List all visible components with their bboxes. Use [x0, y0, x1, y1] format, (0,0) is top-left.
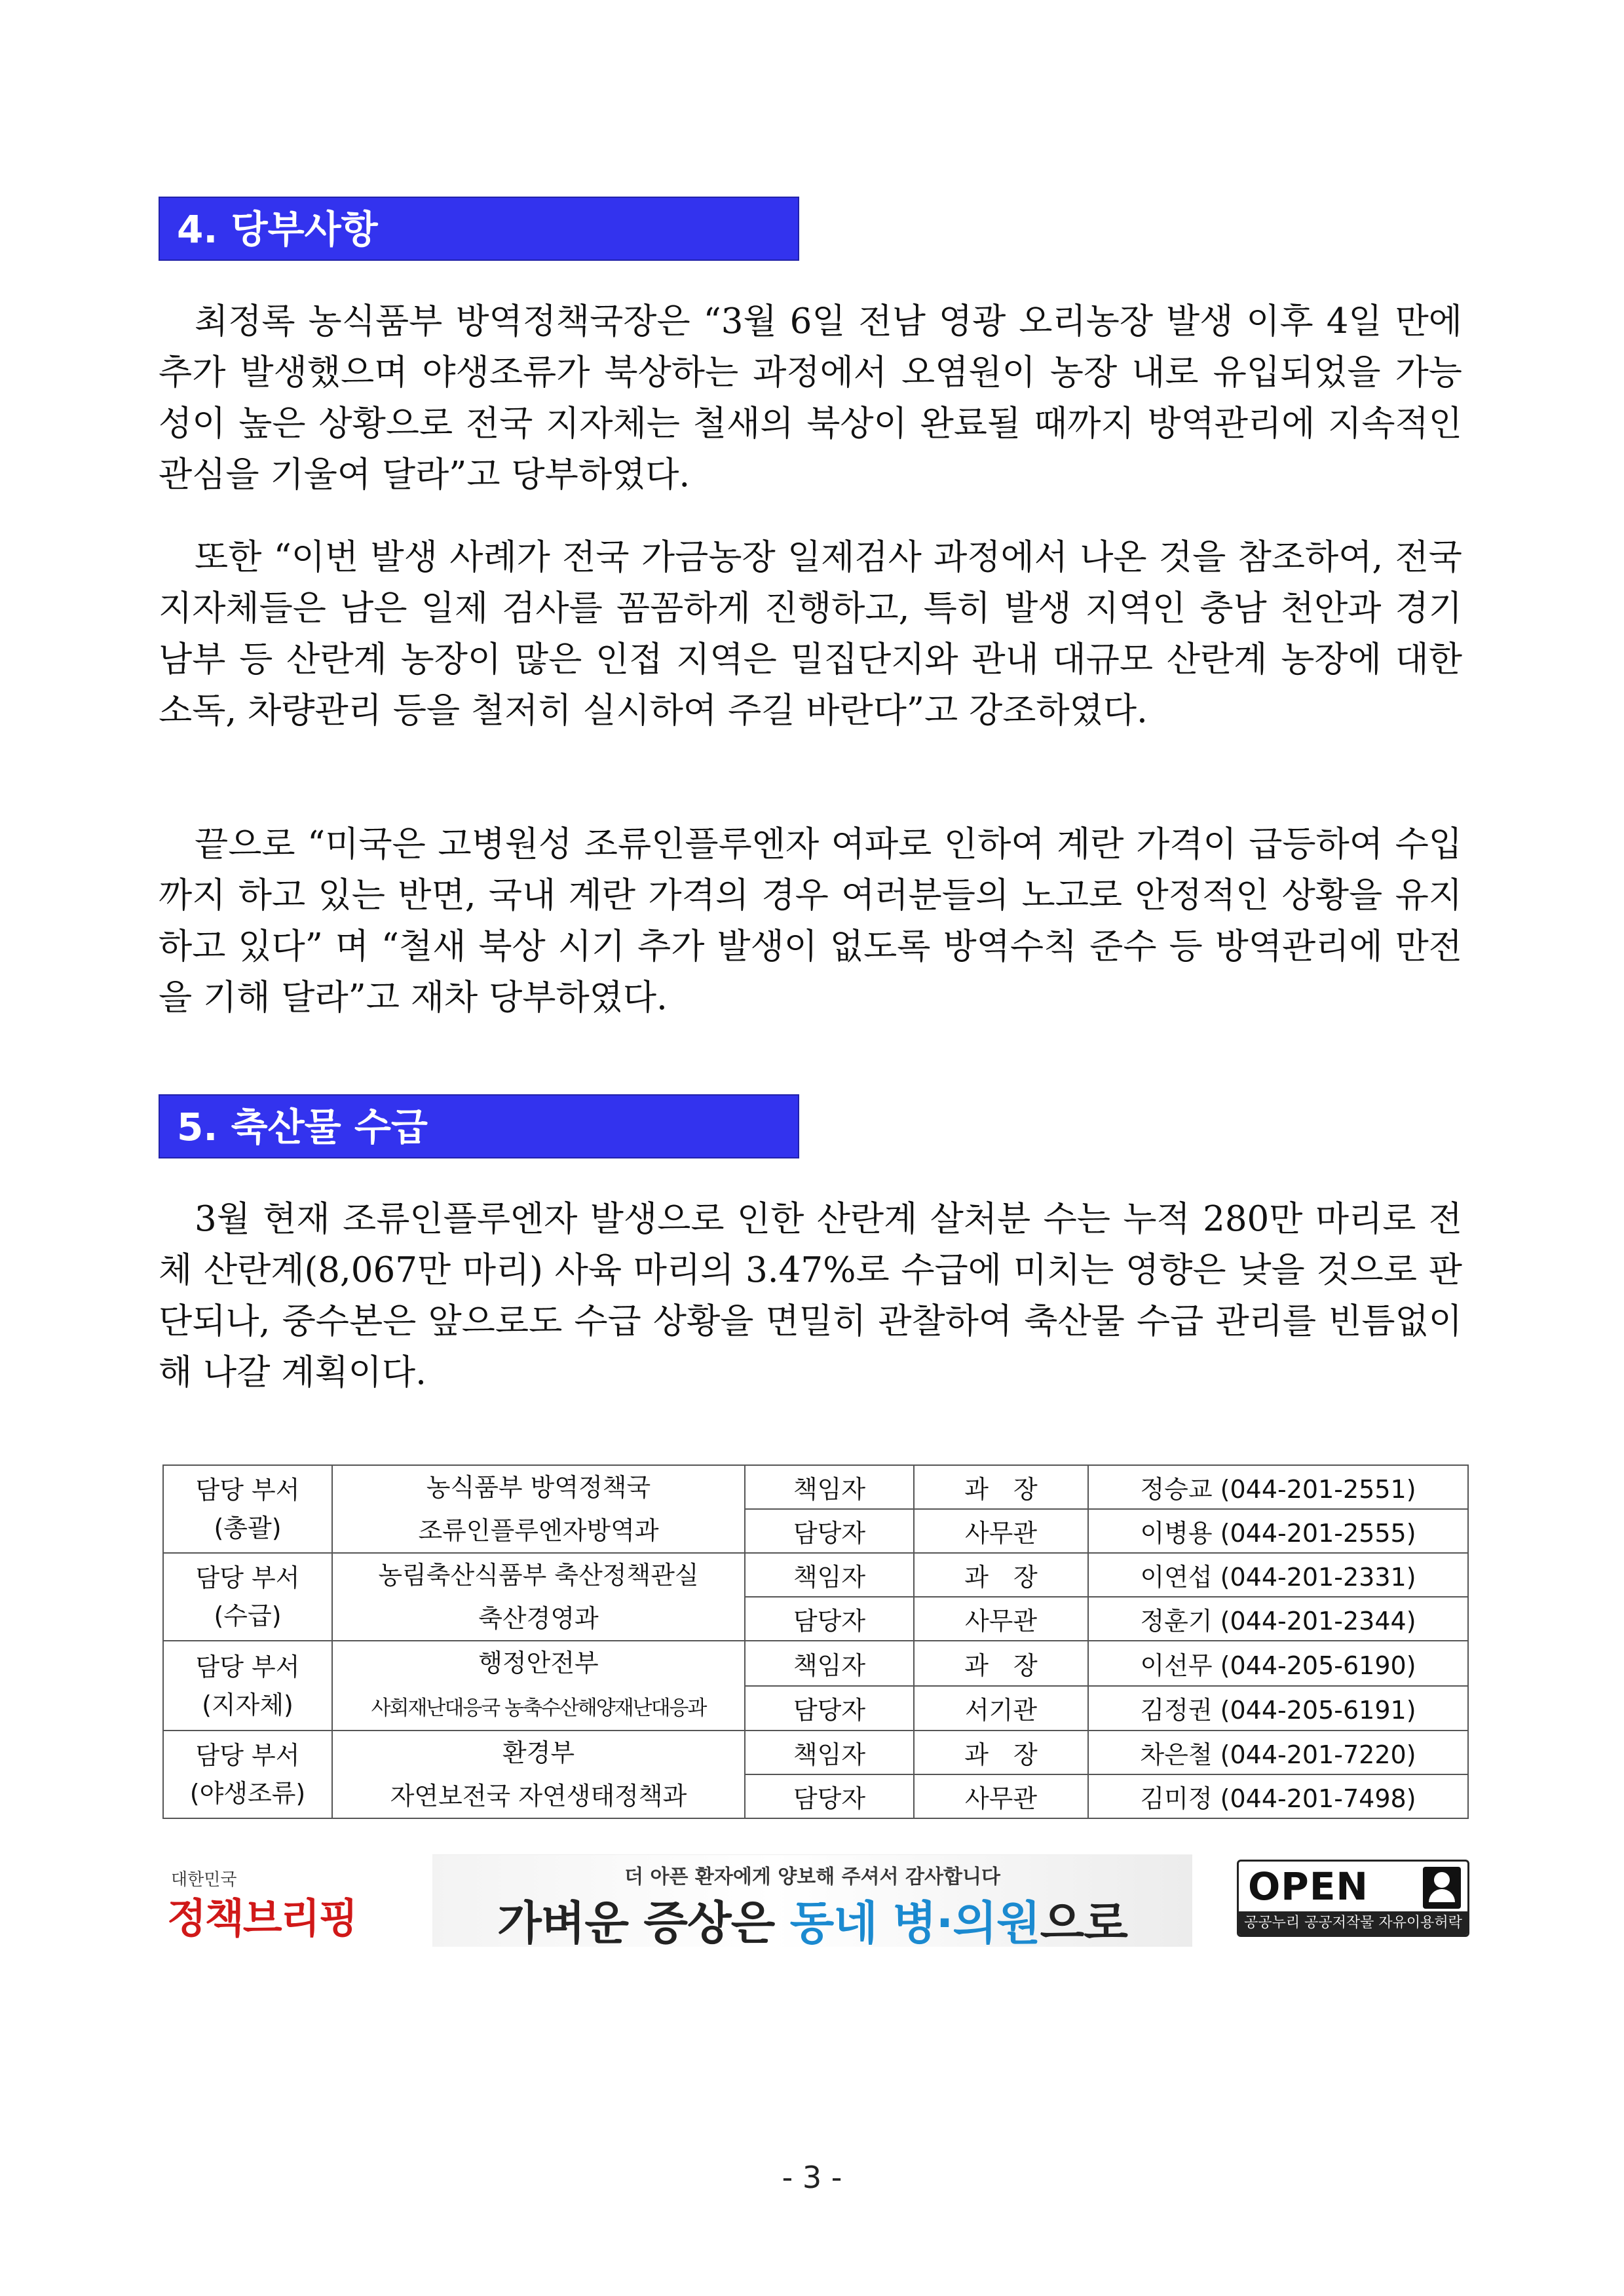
clinic-campaign-banner — [432, 1854, 1192, 1950]
section-title-4: 4. 당부사항 — [177, 207, 378, 252]
paragraph-5-1: 3월 현재 조류인플루엔자 발생으로 인한 산란계 살처분 수는 누적 280만 마리로 전체 산란계(8,067만 마리) 사육 마리의 3.47%로 수급에 미치는 영향은 낮을 것으로 판단되나, 중수본은 앞으로도 수급 상황을 면밀히 관찰하여 축산물 수급 관리를 빈틈없이 해 나갈 계획이다. — [159, 1199, 1462, 1392]
role-cell: 담당자 — [745, 1509, 914, 1553]
title-cell: 과 장 — [914, 1641, 1088, 1686]
person-cell: 김정권 (044-205-6191) — [1088, 1686, 1468, 1731]
role-cell: 책임자 — [745, 1465, 914, 1509]
title-cell: 사무관 — [914, 1509, 1088, 1553]
banner-top-text: 더 아픈 환자에게 양보해 주셔서 감사합니다 — [624, 1866, 1000, 1888]
dept-cell: 담당 부서 (지자체) — [163, 1641, 332, 1731]
person-cell: 이선무 (044-205-6190) — [1088, 1641, 1468, 1686]
role-cell: 담당자 — [745, 1686, 914, 1731]
briefing-logo-top: 대한민국 — [171, 1870, 237, 1890]
person-cell: 이연섭 (044-201-2331) — [1088, 1553, 1468, 1597]
person-cell: 김미정 (044-201-7498) — [1088, 1774, 1468, 1818]
table-row — [163, 1731, 1468, 1774]
briefing-logo-main: 정책브리핑 — [167, 1894, 357, 1942]
paragraph-4-3: 끝으로 “미국은 고병원성 조류인플루엔자 여파로 인하여 계란 가격이 급등하여 수입까지 하고 있는 반면, 국내 계란 가격의 경우 여러분들의 노고로 안정적인 상황을 유지하고 있다” 며 “철새 북상 시기 추가 발생이 없도록 방역수칙 준수 등 방역관리에 만전을 기해 달라”고 재차 당부하였다. — [159, 824, 1462, 1018]
title-cell: 과 장 — [914, 1731, 1088, 1774]
role-cell: 책임자 — [745, 1731, 914, 1774]
role-cell: 책임자 — [745, 1641, 914, 1686]
section-title-5: 5. 축산물 수급 — [177, 1105, 428, 1149]
role-cell: 담당자 — [745, 1774, 914, 1818]
table-row — [163, 1465, 1468, 1509]
dept-cell: 담당 부서 (수급) — [163, 1553, 332, 1641]
paragraph-4-1: 최정록 농식품부 방역정책국장은 “3월 6일 전남 영광 오리농장 발생 이후 4일 만에 추가 발생했으며 야생조류가 북상하는 과정에서 오염원이 농장 내로 유입되었을 가능성이 높은 상황으로 전국 지자체는 철새의 북상이 완료될 때까지 방역관리에 지속적인 관심을 기울여 달라”고 당부하였다. — [159, 301, 1462, 495]
section-header-4 — [159, 197, 799, 261]
person-cell: 정훈기 (044-201-2344) — [1088, 1597, 1468, 1641]
title-cell: 과 장 — [914, 1553, 1088, 1597]
contact-table — [162, 1464, 1469, 1819]
table-row — [163, 1553, 1468, 1597]
kogl-open-badge — [1237, 1860, 1469, 1937]
paragraph-4-2: 또한 “이번 발생 사례가 전국 가금농장 일제검사 과정에서 나온 것을 참조하여, 전국 지자체들은 남은 일제 검사를 꼼꼼하게 진행하고, 특히 발생 지역인 충남 천안과 경기 남부 등 산란계 농장이 많은 인접 지역은 밀집단지와 관내 대규모 산란계 농장에 대한 소독, 차량관리 등을 철저히 실시하여 주길 바란다”고 강조하였다. — [159, 537, 1462, 731]
open-license-text: 공공누리 공공저작물 자유이용허락 — [1239, 1911, 1467, 1935]
title-cell: 사무관 — [914, 1774, 1088, 1818]
dept-cell: 담당 부서 (총괄) — [163, 1465, 332, 1553]
person-cell: 정승교 (044-201-2551) — [1088, 1465, 1468, 1509]
person-cell: 차은철 (044-201-7220) — [1088, 1731, 1468, 1774]
attribution-person-icon — [1423, 1867, 1461, 1909]
role-cell: 책임자 — [745, 1553, 914, 1597]
open-logo-text: OPEN — [1248, 1864, 1369, 1909]
org-cell: 환경부 자연보전국 자연생태정책과 — [332, 1731, 745, 1818]
title-cell: 과 장 — [914, 1465, 1088, 1509]
section-header-5 — [159, 1094, 799, 1158]
org-cell: 행정안전부 사회재난대응국 농축수산해양재난대응과 — [332, 1641, 745, 1731]
role-cell: 담당자 — [745, 1597, 914, 1641]
policy-briefing-logo — [167, 1854, 364, 1946]
title-cell: 서기관 — [914, 1686, 1088, 1731]
person-cell: 이병용 (044-201-2555) — [1088, 1509, 1468, 1553]
org-cell: 농림축산식품부 축산정책관실 축산경영과 — [332, 1553, 745, 1641]
title-cell: 사무관 — [914, 1597, 1088, 1641]
dept-cell: 담당 부서 (야생조류) — [163, 1731, 332, 1818]
org-cell: 농식품부 방역정책국 조류인플루엔자방역과 — [332, 1465, 745, 1553]
page-number: - 3 - — [782, 2160, 842, 2195]
table-row — [163, 1641, 1468, 1686]
banner-main-text: 가벼운 증상은 동네 병·의원으로 — [497, 1896, 1127, 1950]
